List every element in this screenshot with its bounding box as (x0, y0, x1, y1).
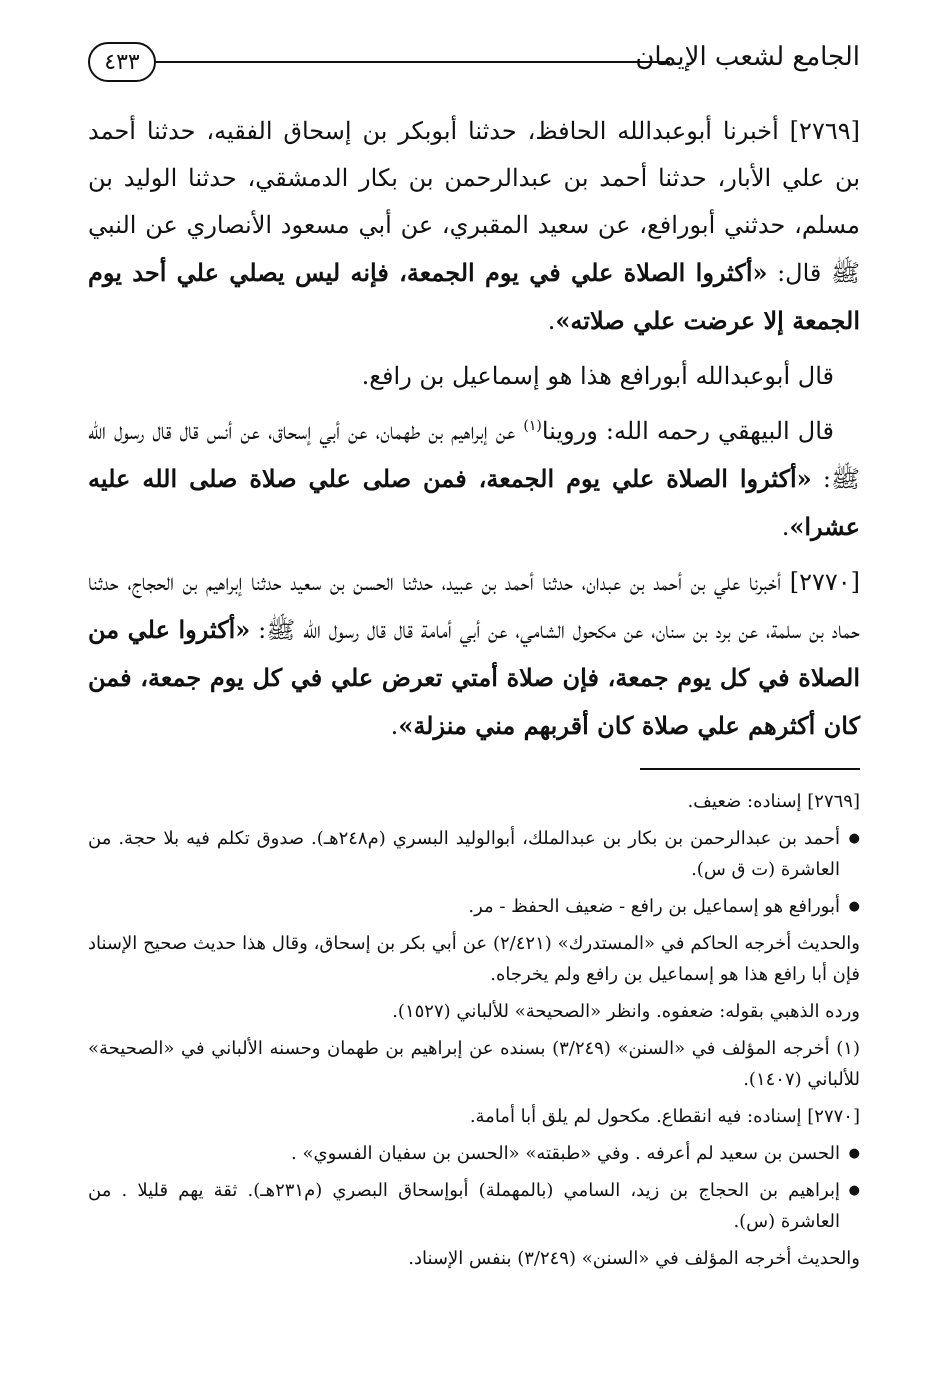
punctuation: . (390, 712, 399, 740)
comment-prefix: قال البيهقي رحمه الله: وروينا (541, 417, 834, 445)
isnad: أخبرنا علي بن أحمد بن عبدان، حدثنا أحمد بن عبيد، حدثنا الحسن بن سعيد حدثنا إبراهيم بن الحجاج، حدثنا حماد بن سلمة، عن برد بن سنان، عن مكحول الشامي، عن أبي أمامة قال قال رسول الله ﷺ: (88, 568, 860, 644)
isnad: أخبرنا أبوعبدالله الحافظ، حدثنا أبوبكر بن إسحاق الفقيه، حدثنا أحمد بن علي الأبار، حدثنا أحمد بن عبدالرحمن بن بكار الدمشقي، حدثنا الوليد بن مسلم، حدثني أبورافع، عن سعيد المقبري، عن أبي مسعود الأنصاري عن النبي ﷺ قال: (88, 117, 860, 287)
page-header (88, 36, 860, 92)
hadith-number: [٢٧٧٠] (789, 568, 860, 596)
hadith-2770 (88, 559, 860, 750)
comment-middle: عن إبراهيم بن طهمان، عن أبي إسحاق، عن أنس قال قال رسول الله ﷺ: (88, 417, 860, 493)
note-2770-heading: [٢٧٧٠] إسناده: فيه انقطاع. مكحول لم يلق أبا أمامة. (469, 1106, 860, 1127)
comment-bayhaqi (88, 408, 860, 551)
footnotes (88, 786, 860, 1280)
note-bullet: ● إبراهيم بن الحجاج بن زيد، السامي (بالمهملة) أبوإسحاق البصري (م٢٣١هـ). ثقة يهم قليلا . من العاشرة (س). (88, 1175, 860, 1237)
punctuation: . (547, 307, 556, 335)
page-number: ٤٣٣ (88, 42, 156, 82)
running-title: الجامع لشعب الإيمان (635, 42, 860, 72)
matn: «أكثروا الصلاة علي في يوم الجمعة، فإنه ليس يصلي علي أحد يوم الجمعة إلا عرضت علي صلاته» (88, 258, 860, 335)
main-text (88, 108, 860, 758)
note-paragraph: ورده الذهبي بقوله: ضعفوه. وانظر «الصحيحة» للألباني (١٥٢٧). (392, 1001, 860, 1022)
footnote-separator (640, 768, 860, 770)
footnote-1: (١) أخرجه المؤلف في «السنن» (٣/٢٤٩) بسنده عن إبراهيم بن طهمان وحسنه الألباني في «الصحيحة» للألباني (١٤٠٧). (88, 1038, 860, 1090)
footnote-ref: (١) (523, 418, 542, 434)
matn: «أكثروا الصلاة علي يوم الجمعة، فمن صلى علي صلاة صلى الله عليه عشرا» (88, 464, 860, 541)
punctuation: . (781, 513, 790, 541)
header-rule (154, 61, 670, 63)
hadith-number: [٢٧٦٩] (789, 117, 860, 145)
note-bullet: ● الحسن بن سعيد لم أعرفه . وفي «طبقته» «الحسن بن سفيان الفسوي» . (88, 1138, 860, 1169)
note-bullet: ● أحمد بن عبدالرحمن بن بكار بن عبدالملك، أبوالوليد البسري (م٢٤٨هـ). صدوق تكلم فيه بلا حجة. من العاشرة (ت ق س). (88, 823, 860, 885)
note-paragraph: والحديث أخرجه الحاكم في «المستدرك» (٢/٤٢١) عن أبي بكر بن إسحاق، وقال هذا حديث صحيح الإسناد فإن أبا رافع هذا هو إسماعيل بن رافع ولم يخرجاه. (88, 933, 860, 985)
note-bullet: ● أبورافع هو إسماعيل بن رافع - ضعيف الحفظ - مر. (88, 891, 860, 922)
hadith-2769 (88, 108, 860, 345)
note-paragraph: والحديث أخرجه المؤلف في «السنن» (٣/٢٤٩) بنفس الإسناد. (408, 1248, 860, 1269)
comment-abu-abdullah: قال أبوعبدالله أبورافع هذا هو إسماعيل بن رافع. (361, 362, 834, 390)
note-2769-heading: [٢٧٦٩] إسناده: ضعيف. (687, 791, 860, 812)
matn: «أكثروا علي من الصلاة في كل يوم جمعة، فإن صلاة أمتي تعرض علي في كل يوم جمعة، فمن كان أكثرهم علي صلاة كان أقربهم مني منزلة» (88, 615, 860, 740)
